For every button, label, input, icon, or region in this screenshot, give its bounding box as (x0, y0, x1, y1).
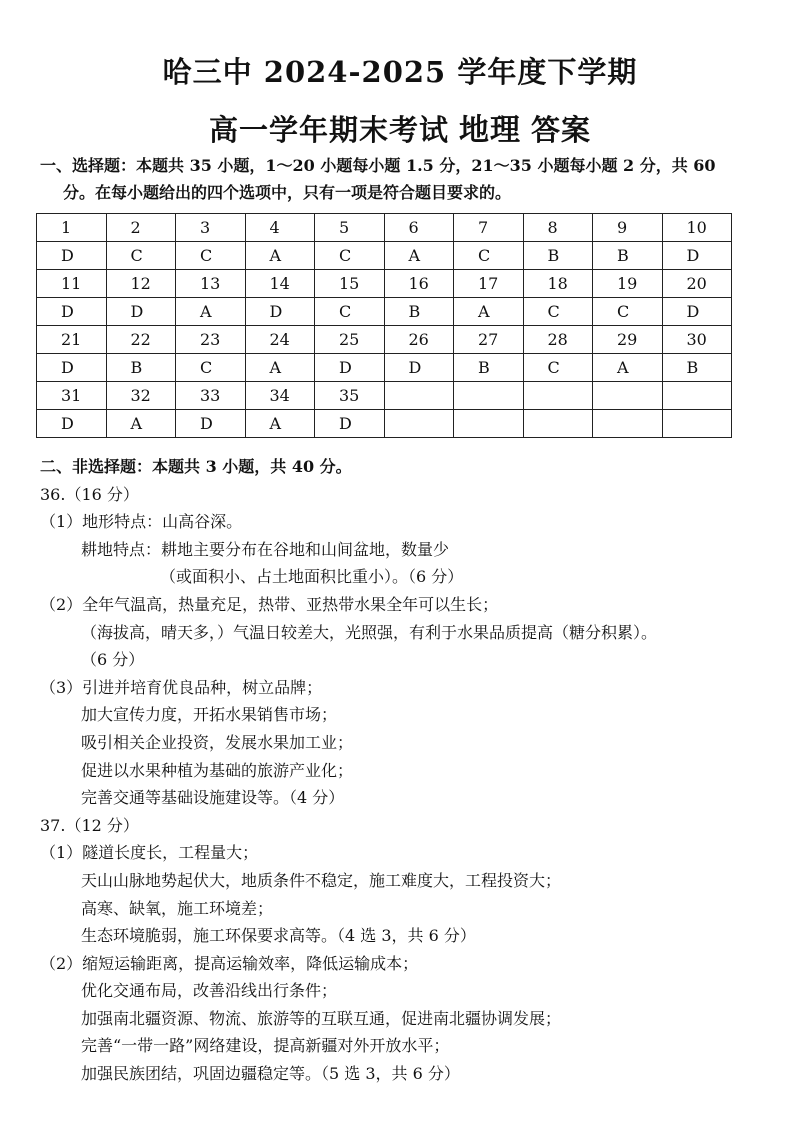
answer-cell: A (106, 410, 176, 438)
answer-line: （2）全年气温高，热量充足，热带、亚热带水果全年可以生长； (40, 594, 499, 614)
question-number-cell: 15 (315, 270, 385, 298)
question-number-cell: 18 (523, 270, 593, 298)
question-number-row (37, 326, 732, 354)
page-subtitle (0, 105, 800, 149)
answer-row (37, 354, 732, 382)
answer-cell: A (176, 298, 246, 326)
question-number-cell: 22 (106, 326, 176, 354)
answer-cell: D (245, 298, 315, 326)
question-number-cell: 34 (245, 382, 315, 410)
answer-line: （或面积小、占土地面积比重小）。（6 分） (160, 567, 464, 587)
question-number-cell (523, 382, 593, 410)
question-number-row (37, 270, 732, 298)
answer-line: 加强南北疆资源、物流、旅游等的互联互通，促进南北疆协调发展； (81, 1008, 562, 1028)
answer-table (36, 213, 732, 438)
answer-cell: D (315, 354, 385, 382)
answer-cell: D (37, 298, 107, 326)
answer-cell: D (662, 242, 732, 270)
answer-line: 吸引相关企业投资，发展水果加工业； (81, 732, 354, 752)
page-title: 哈三中 2024-2025 学年度下学期 (162, 55, 638, 89)
answer-line: 天山山脉地势起伏大，地质条件不稳定，施工难度大，工程投资大； (81, 870, 562, 890)
answer-cell: A (454, 298, 524, 326)
answer-line: （3）引进并培育优良品种，树立品牌； (40, 677, 323, 697)
answer-cell: A (245, 410, 315, 438)
answer-cell (454, 410, 524, 438)
answer-line: （海拔高，晴天多，）气温日较差大，光照强，有利于水果品质提高（糖分积累）。 (81, 622, 658, 642)
answer-cell: A (245, 354, 315, 382)
question-number-cell: 23 (176, 326, 246, 354)
question-number-cell: 25 (315, 326, 385, 354)
answer-cell (662, 410, 732, 438)
answer-cell: D (662, 298, 732, 326)
answer-line: 优化交通布局，改善沿线出行条件； (81, 981, 338, 1001)
answer-line: 促进以水果种植为基础的旅游产业化； (81, 760, 354, 780)
answer-cell: A (245, 242, 315, 270)
question-number-cell: 2 (106, 214, 176, 242)
answer-cell: B (106, 354, 176, 382)
answer-line: （2）缩短运输距离，提高运输效率，降低运输成本； (40, 953, 419, 973)
question-number-cell: 1 (37, 214, 107, 242)
answer-cell: C (106, 242, 176, 270)
question-number-cell (662, 382, 732, 410)
question-number-cell: 30 (662, 326, 732, 354)
section1-instructions (40, 152, 765, 206)
answer-cell (384, 410, 454, 438)
question-number-cell: 3 (176, 214, 246, 242)
answer-line: （1）地形特点：山高谷深。 (40, 512, 243, 532)
answer-cell: A (593, 354, 663, 382)
answer-line: 生态环境脆弱，施工环保要求高等。（4 选 3，共 6 分） (81, 926, 476, 946)
section2 (40, 453, 770, 1088)
answer-cell: D (106, 298, 176, 326)
answer-cell (523, 410, 593, 438)
subtitle-suffix: 答案 (531, 113, 592, 147)
question-number-cell: 24 (245, 326, 315, 354)
question-number-cell: 4 (245, 214, 315, 242)
answer-cell: B (523, 242, 593, 270)
question-number-cell: 35 (315, 382, 385, 410)
question-number-cell: 28 (523, 326, 593, 354)
answer-line: 37.（12 分） (40, 815, 139, 835)
question-number-cell: 29 (593, 326, 663, 354)
question-number-cell: 16 (384, 270, 454, 298)
question-number-cell: 12 (106, 270, 176, 298)
answer-line: 完善交通等基础设施建设等。（4 分） (81, 788, 345, 808)
question-number-row (37, 214, 732, 242)
answer-line: 36.（16 分） (40, 484, 139, 504)
answer-cell: D (37, 354, 107, 382)
answer-cell: C (176, 242, 246, 270)
answer-cell (593, 410, 663, 438)
question-number-row (37, 382, 732, 410)
question-number-cell: 27 (454, 326, 524, 354)
question-number-cell: 21 (37, 326, 107, 354)
answer-line: 加大宣传力度，开拓水果销售市场； (81, 705, 338, 725)
question-number-cell: 6 (384, 214, 454, 242)
answer-cell: C (176, 354, 246, 382)
question-number-cell: 20 (662, 270, 732, 298)
answer-cell: B (454, 354, 524, 382)
answer-cell: D (315, 410, 385, 438)
question-number-cell (384, 382, 454, 410)
answer-cell: B (593, 242, 663, 270)
question-number-cell: 14 (245, 270, 315, 298)
section1-line2: 分。在每小题给出的四个选项中，只有一项是符合题目要求的。 (63, 183, 512, 202)
answer-cell: D (176, 410, 246, 438)
question-number-cell: 9 (593, 214, 663, 242)
question-number-cell: 13 (176, 270, 246, 298)
subject-label: 地理 (459, 113, 521, 148)
answer-cell: B (662, 354, 732, 382)
question-number-cell: 32 (106, 382, 176, 410)
question-number-cell: 26 (384, 326, 454, 354)
section1-line1: 一、选择题：本题共 35 小题，1～20 小题每小题 1.5 分，21～35 小题每小题 2 分，共 60 (40, 156, 716, 175)
question-number-cell: 8 (523, 214, 593, 242)
subtitle-prefix: 高一学年期末考试 (208, 113, 449, 147)
answer-cell: D (384, 354, 454, 382)
question-number-cell: 17 (454, 270, 524, 298)
section2-heading: 二、非选择题：本题共 3 小题，共 40 分。 (40, 457, 352, 476)
answer-cell: C (523, 298, 593, 326)
answer-cell: D (37, 242, 107, 270)
section2-lines (40, 481, 770, 1088)
answer-cell: C (315, 298, 385, 326)
answer-cell: C (454, 242, 524, 270)
question-number-cell: 10 (662, 214, 732, 242)
answer-row (37, 242, 732, 270)
answer-line: 加强民族团结，巩固边疆稳定等。（5 选 3，共 6 分） (81, 1064, 460, 1084)
answer-cell: B (384, 298, 454, 326)
answer-cell: C (523, 354, 593, 382)
question-number-cell: 33 (176, 382, 246, 410)
question-number-cell: 19 (593, 270, 663, 298)
answer-cell: D (37, 410, 107, 438)
answer-line: （6 分） (81, 650, 145, 670)
answer-cell: C (315, 242, 385, 270)
answer-line: （1）隧道长度长，工程量大； (40, 843, 259, 863)
question-number-cell: 11 (37, 270, 107, 298)
question-number-cell (454, 382, 524, 410)
answer-line: 完善“一带一路”网络建设，提高新疆对外开放水平； (81, 1036, 450, 1056)
answer-line: 耕地特点：耕地主要分布在谷地和山间盆地，数量少 (81, 539, 450, 559)
question-number-cell: 7 (454, 214, 524, 242)
answer-row (37, 298, 732, 326)
question-number-cell (593, 382, 663, 410)
answer-line: 高寒、缺氧，施工环境差； (81, 898, 274, 918)
answer-row (37, 410, 732, 438)
question-number-cell: 31 (37, 382, 107, 410)
question-number-cell: 5 (315, 214, 385, 242)
answer-cell: A (384, 242, 454, 270)
answer-cell: C (593, 298, 663, 326)
